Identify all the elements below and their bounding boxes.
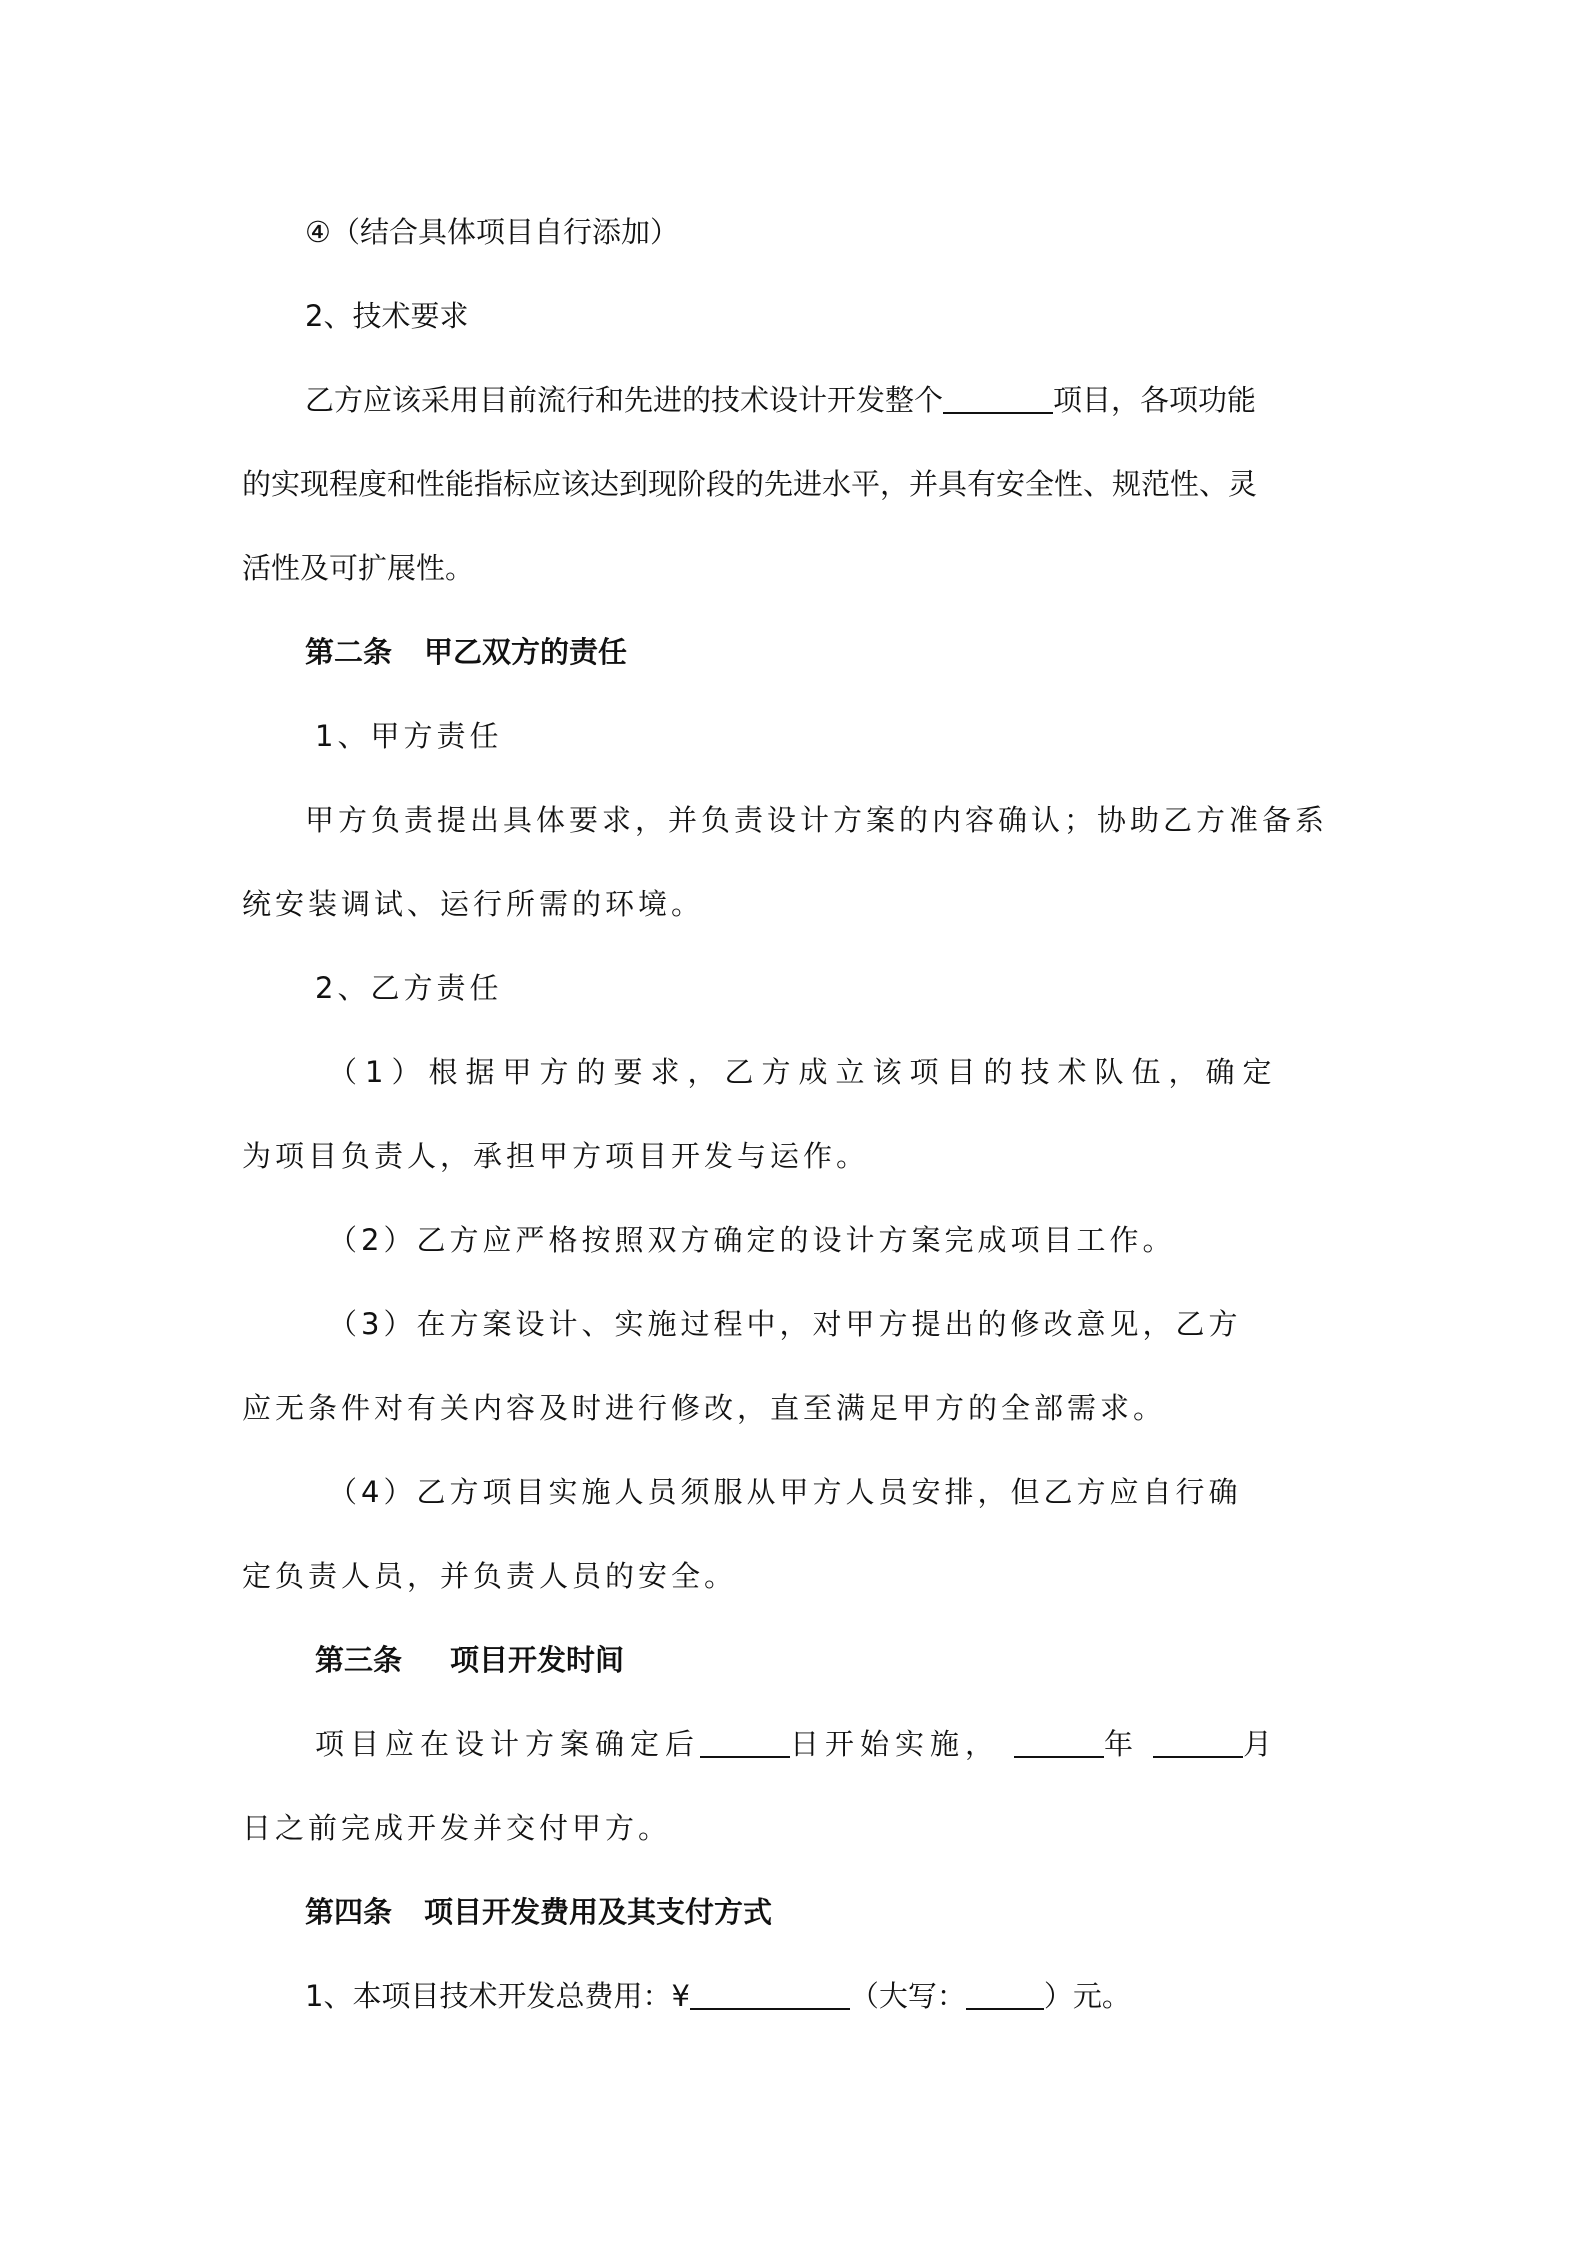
paragraph-text: ）元。	[1043, 1979, 1131, 2013]
paragraph-text: 乙方应该采用目前流行和先进的技术设计开发整个	[305, 383, 944, 417]
clause-1-line	[242, 1136, 869, 1176]
clause-text: （1）根据甲方的要求，乙方成立该项目的技术队伍，确定	[328, 1055, 1280, 1089]
clause-2-line	[328, 1220, 1175, 1260]
article-4-heading	[305, 1892, 772, 1932]
clause-text: 定负责人员，并负责人员的安全。	[242, 1559, 738, 1593]
clause-3-line	[328, 1304, 1241, 1344]
fill-blank-fee-amount[interactable]	[690, 1978, 850, 2010]
paragraph-line	[305, 380, 1256, 420]
paragraph-text: 项目应在设计方案确定后	[315, 1727, 701, 1761]
clause-text: （3）在方案设计、实施过程中，对甲方提出的修改意见，乙方	[328, 1307, 1242, 1341]
paragraph-text: 活性及可扩展性。	[242, 551, 475, 585]
article-title: 项目开发时间	[450, 1643, 625, 1677]
article-number: 第四条	[305, 1895, 393, 1929]
clause-4-line	[328, 1472, 1241, 1512]
article-title: 甲乙双方的责任	[424, 635, 628, 669]
paragraph-text: 年	[1104, 1727, 1140, 1761]
clause-4-line	[242, 1556, 737, 1596]
paragraph-text: 日之前完成开发并交付甲方。	[242, 1811, 672, 1845]
article-title: 项目开发费用及其支付方式	[424, 1895, 773, 1929]
paragraph-line	[242, 548, 474, 588]
fill-blank-year[interactable]	[1014, 1726, 1104, 1758]
clause-text: （4）乙方项目实施人员须服从甲方人员安排，但乙方应自行确	[328, 1475, 1242, 1509]
paragraph-text: 项目，各项功能	[1053, 383, 1257, 417]
paragraph-text: 统安装调试、运行所需的环境。	[242, 887, 705, 921]
section-heading: 2、技术要求	[305, 299, 469, 333]
paragraph-text: 月	[1243, 1727, 1279, 1761]
article-number: 第三条	[315, 1643, 403, 1677]
fill-blank-month[interactable]	[1153, 1726, 1243, 1758]
party-b-heading	[315, 968, 502, 1008]
fill-blank-project-name[interactable]	[943, 382, 1053, 414]
timeline-line	[315, 1724, 1278, 1764]
fee-line	[305, 1976, 1131, 2016]
paragraph-line	[242, 464, 1257, 504]
fill-blank-days[interactable]	[700, 1726, 790, 1758]
subsection-heading: 2、乙方责任	[315, 971, 503, 1005]
paragraph-text: 的实现程度和性能指标应该达到现阶段的先进水平，并具有安全性、规范性、灵	[242, 467, 1258, 501]
clause-3-line	[242, 1388, 1166, 1428]
article-2-heading	[305, 632, 627, 672]
clause-text: （2）乙方应严格按照双方确定的设计方案完成项目工作。	[328, 1223, 1176, 1257]
section-technical-requirements	[305, 296, 468, 336]
item-4-custom	[305, 212, 679, 252]
paragraph-text: （大写：	[849, 1979, 966, 2013]
timeline-line	[242, 1808, 671, 1848]
fill-blank-fee-words[interactable]	[966, 1978, 1044, 2010]
paragraph-line	[242, 884, 704, 924]
paragraph-text: 甲方负责提出具体要求，并负责设计方案的内容确认；协助乙方准备系	[305, 803, 1329, 837]
clause-text: 为项目负责人，承担甲方项目开发与运作。	[242, 1139, 870, 1173]
clause-1-line	[328, 1052, 1279, 1092]
paragraph-text: 日开始实施，	[790, 1727, 1001, 1761]
clause-text: 应无条件对有关内容及时进行修改，直至满足甲方的全部需求。	[242, 1391, 1167, 1425]
party-a-heading	[315, 716, 502, 756]
article-number: 第二条	[305, 635, 393, 669]
paragraph-text: 1、本项目技术开发总费用：¥	[305, 1979, 690, 2013]
paragraph-line	[305, 800, 1328, 840]
item-4-text: ④（结合具体项目自行添加）	[305, 215, 679, 249]
subsection-heading: 1、甲方责任	[315, 719, 503, 753]
article-3-heading	[315, 1640, 624, 1680]
